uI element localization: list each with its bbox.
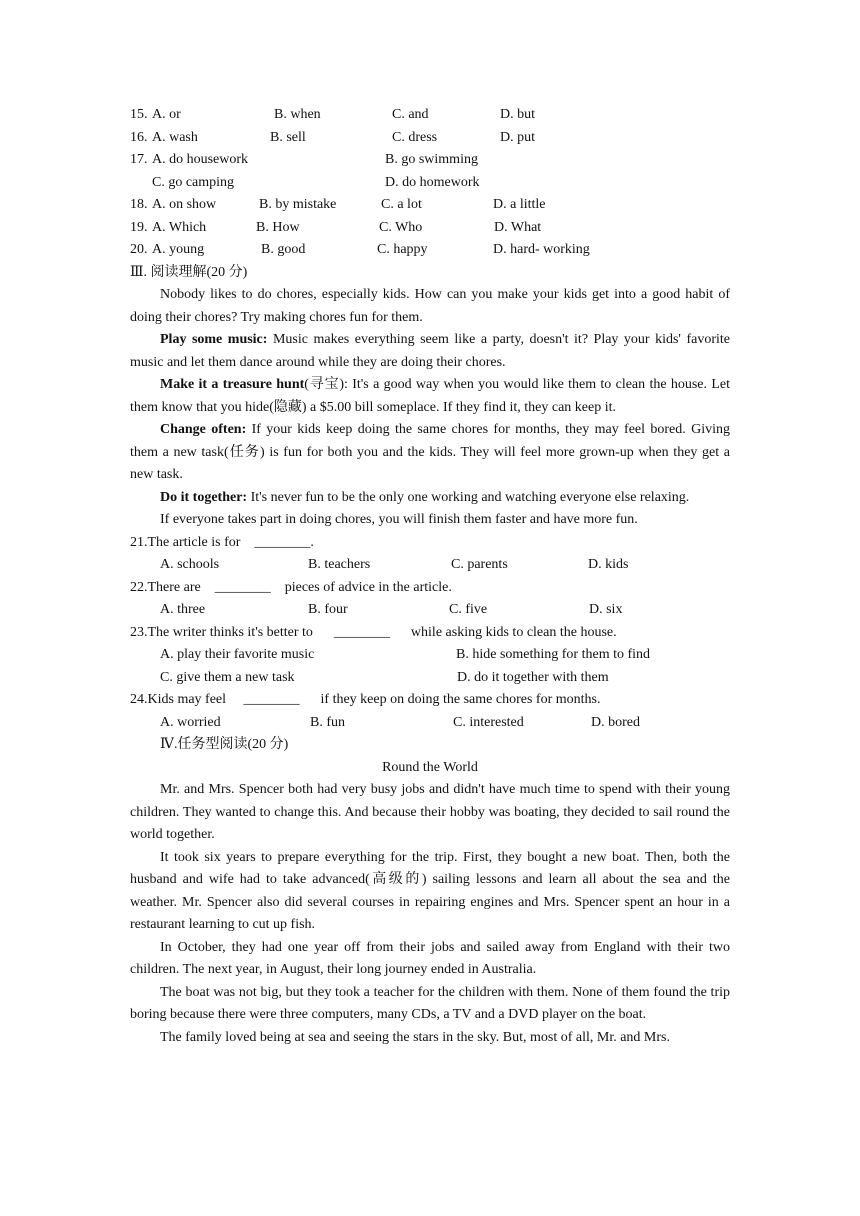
option-c: C. happy [377,242,428,257]
option-c: C. five [449,602,488,617]
option-c: C. give them a new task [160,669,295,685]
option-d: D. but [500,107,535,122]
option-a: A. schools [160,557,220,572]
option-a: A. play their favorite music [160,647,315,662]
option-a: A. Which [152,219,207,235]
option-d: D. a little [493,197,546,212]
paragraph-text: (寻宝): It's a good way when you would like them to clean the house. Let them know that you hide(隐藏) a $5.00 bill someplace. If they find it, they can keep it. [130,377,730,415]
paragraph-text: If your kids keep doing the same chores for months, they may feel bored. Giving them a new task(任务) is fun for both you and the kids. They will feel more grown-up when they get a new task. [130,422,730,482]
option-d: D. six [589,602,623,617]
option-b: B. sell [270,129,306,145]
section-3-title: Ⅲ. 阅读理解(20 分) [130,264,248,280]
question-17-cont [130,172,730,195]
passage-paragraph: In October, they had one year off from their jobs and sailed away from England with their two children. The next year, in August, their long journey ended in Australia. [130,939,730,977]
option-a: A. do housework [152,152,249,167]
option-c: C. go camping [152,174,235,190]
option-d: D. do homework [385,174,480,190]
option-b: B. four [308,602,348,617]
paragraph-text: Music makes everything seem like a party, doesn't it? Play your kids' favorite music and let them dance around while they are doing their chores. [130,332,730,370]
bold-lead: Make it a treasure hunt [160,377,305,392]
passage-paragraph: Nobody likes to do chores, especially kids. How can you make your kids get into a good habit of doing their chores? Try making chores fun for them. [130,287,730,325]
option-d: D. hard- working [493,242,590,257]
option-b: B. good [261,242,306,257]
option-d: D. bored [591,714,640,730]
option-d: D. do it together with them [457,669,609,685]
question-24: 24.Kids may feel ________ if they keep on doing the same chores for months. [130,692,601,707]
option-a: A. or [152,107,181,122]
passage-paragraph: It took six years to prepare everything for the trip. First, they bought a new boat. Then, both the husband and wife had to take advanced(高级的) sailing lessons and learn all about the sea and the weather. Mr. Spencer also did several courses in repairing engines and Mrs. Spencer spent an hour in a restaurant learning to cut up fish. [130,849,730,932]
option-c: C. a lot [381,197,422,212]
question-21-options [130,554,730,577]
option-c: C. Who [379,219,423,235]
bold-lead: Do it together: [160,489,248,505]
option-a: A. young [152,242,205,257]
option-b: B. fun [310,714,345,730]
option-b: B. by mistake [259,197,337,212]
question-16 [130,127,730,150]
option-c: C. interested [453,714,524,730]
option-a: A. three [160,602,206,617]
option-b: B. How [256,219,300,235]
bold-lead: Change often: [160,422,247,437]
question-number: 16. [130,129,148,145]
question-number: 19. [130,219,148,235]
question-number: 18. [130,197,148,212]
option-b: B. hide something for them to find [456,647,651,662]
option-d: D. put [500,129,535,145]
question-22: 22.There are ________ pieces of advice in the article. [130,579,452,595]
question-22-options [130,599,730,622]
passage-paragraph: The boat was not big, but they took a teacher for the children with them. None of them found the trip boring because there were three computers, many CDs, a TV and a DVD player on the boat. [130,984,730,1022]
question-23-options-row2 [130,667,730,690]
bold-lead: Play some music: [160,332,268,347]
option-b: B. go swimming [385,152,478,167]
question-23-options-row1 [130,644,730,667]
passage-paragraph [130,419,730,487]
option-a: A. on show [152,197,217,212]
option-c: C. and [392,107,429,122]
question-number: 17. [130,152,148,167]
question-21: 21.The article is for ________. [130,534,314,550]
option-b: B. teachers [308,557,371,572]
question-24-options [130,712,730,735]
passage-paragraph: If everyone takes part in doing chores, you will finish them faster and have more fun. [160,512,638,527]
passage-paragraph: Mr. and Mrs. Spencer both had very busy jobs and didn't have much time to spend with their young children. They wanted to change this. And because their hobby was boating, they decided to sail round the world together. [130,782,730,842]
paragraph-text: It's never fun to be the only one working and watching everyone else relaxing. [247,489,690,505]
passage-paragraph [130,374,730,419]
question-19 [130,217,730,240]
passage-paragraph [130,487,730,510]
document-page [130,104,730,1049]
story-title: Round the World [382,759,478,775]
question-number: 20. [130,242,148,257]
option-c: C. dress [392,129,438,145]
question-15 [130,104,730,127]
option-c: C. parents [451,557,508,572]
question-number: 15. [130,107,148,122]
question-23: 23.The writer thinks it's better to ________ while asking kids to clean the house. [130,624,617,640]
section-4-title: Ⅳ.任务型阅读(20 分) [160,737,289,752]
passage-paragraph: The family loved being at sea and seeing the stars in the sky. But, most of all, Mr. and Mrs. [160,1029,670,1045]
option-d: D. What [494,219,542,235]
question-17 [130,149,730,172]
passage-paragraph [130,329,730,374]
question-18 [130,194,730,217]
question-20 [130,239,730,262]
option-a: A. wash [152,129,198,145]
option-a: A. worried [160,714,221,730]
option-d: D. kids [588,557,629,572]
option-b: B. when [274,107,321,122]
